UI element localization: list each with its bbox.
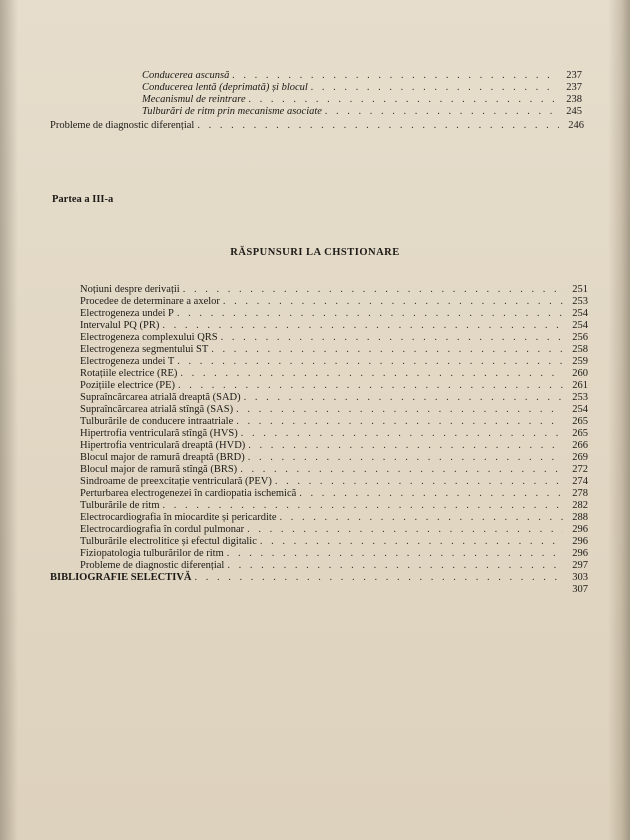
toc-entry-page: 296 xyxy=(572,536,588,547)
toc-leader-dots xyxy=(236,404,563,416)
toc-leader-dots xyxy=(248,452,563,464)
toc-entry-title: Probleme de diagnostic diferențial xyxy=(80,560,225,571)
toc-leader-dots xyxy=(325,106,557,118)
toc-entry-title: Hipertrofia ventriculară dreaptă (HVD) xyxy=(80,440,246,451)
toc-leader-dots xyxy=(240,464,563,476)
toc-entry-title: Rotațiile electrice (RE) xyxy=(80,368,178,379)
toc-entry-title: Supraîncărcarea atrială stîngă (SAS) xyxy=(80,404,234,415)
toc-entry-page: 266 xyxy=(572,440,588,451)
toc-leader-dots xyxy=(247,524,563,536)
toc-entry-page: 265 xyxy=(572,428,588,439)
toc-entry xyxy=(80,368,588,380)
page-edge-shadow xyxy=(608,0,630,840)
toc-entry-title: Conducerea lentă (deprimată) și blocul xyxy=(142,82,308,93)
section-heading: RĂSPUNSURI LA CHSTIONARE xyxy=(230,247,400,258)
toc-entry-title: Perturbarea electrogenezei în cardiopatia ischemică xyxy=(80,488,297,499)
toc-leader-dots xyxy=(180,368,563,380)
toc-entry xyxy=(50,120,584,132)
toc-entry-title: Electrocardiografia în miocardite și pericardite xyxy=(80,512,277,523)
toc-entry-title: Mecanismul de reintrare xyxy=(142,94,246,105)
toc-leader-dots xyxy=(236,416,563,428)
toc-entry-page: 237 xyxy=(566,82,582,93)
toc-entry-page: 246 xyxy=(568,120,584,131)
toc-entry-page: 260 xyxy=(572,368,588,379)
toc-entry-title: Pozițiile electrice (PE) xyxy=(80,380,176,391)
toc-entry-page: 274 xyxy=(572,476,588,487)
toc-entry-page: 261 xyxy=(572,380,588,391)
toc-final-page-number xyxy=(560,584,588,596)
toc-entry xyxy=(142,70,582,82)
toc-entry xyxy=(80,476,588,488)
toc-leader-dots xyxy=(183,284,563,296)
toc-leader-dots xyxy=(248,440,563,452)
toc-entry-page: 288 xyxy=(572,512,588,523)
toc-entry-title: Tulburările de conducere intraatriale xyxy=(80,416,234,427)
toc-entry-title: Electrogeneza complexului QRS xyxy=(80,332,218,343)
toc-entry xyxy=(80,440,588,452)
toc-entry xyxy=(80,344,588,356)
toc-entry-page: 282 xyxy=(572,500,588,511)
toc-entry-bibliography xyxy=(50,572,588,584)
toc-entry xyxy=(80,356,588,368)
toc-leader-dots xyxy=(211,344,563,356)
toc-entry-title: Electrocardiografia în cordul pulmonar xyxy=(80,524,245,535)
toc-entry-title: Tulburările de ritm xyxy=(80,500,160,511)
toc-leader-dots xyxy=(311,82,557,94)
toc-entry-page: 296 xyxy=(572,548,588,559)
toc-entry-title: Conducerea ascunsă xyxy=(142,70,230,81)
toc-leader-dots xyxy=(241,428,563,440)
toc-leader-dots xyxy=(249,94,557,106)
toc-entry-page: 238 xyxy=(566,94,582,105)
toc-entry xyxy=(80,500,588,512)
toc-entry-page: 254 xyxy=(572,404,588,415)
toc-leader-dots xyxy=(162,320,563,332)
page-gutter-shadow xyxy=(0,0,18,840)
toc-entry-title: Blocul major de ramură dreaptă (BRD) xyxy=(80,452,245,463)
toc-entry-page: 256 xyxy=(572,332,588,343)
toc-entry-title: Tulburările electrolitice și efectul digitalic xyxy=(80,536,257,547)
toc-leader-dots xyxy=(260,536,563,548)
toc-entry-title: BIBLIOGRAFIE SELECTIVĂ xyxy=(50,572,192,583)
toc-leader-dots xyxy=(244,392,563,404)
toc-entry-page: 297 xyxy=(572,560,588,571)
toc-entry-title: Electrogeneza undei T xyxy=(80,356,175,367)
toc-entry-title: Fiziopatologia tulburărilor de ritm xyxy=(80,548,224,559)
toc-entry xyxy=(80,452,588,464)
toc-entry xyxy=(80,308,588,320)
toc-entry-title: Electrogeneza undei P xyxy=(80,308,174,319)
toc-entry-page: 278 xyxy=(572,488,588,499)
part-heading: Partea a III-a xyxy=(52,194,114,205)
toc-leader-dots xyxy=(223,296,563,308)
toc-entry-title: Hipertrofia ventriculară stîngă (HVS) xyxy=(80,428,238,439)
toc-entry-title: Supraîncărcarea atrială dreaptă (SAD) xyxy=(80,392,241,403)
toc-entry xyxy=(80,380,588,392)
toc-entry xyxy=(80,392,588,404)
toc-entry-page: 254 xyxy=(572,308,588,319)
toc-entry-title: Electrogeneza segmentului ST xyxy=(80,344,209,355)
toc-entry xyxy=(80,464,588,476)
toc-entry-page: 245 xyxy=(566,106,582,117)
toc-leader-dots xyxy=(275,476,563,488)
toc-entry-title: Probleme de diagnostic diferențial xyxy=(50,120,195,131)
toc-entry-title: Tulburări de ritm prin mecanisme asociate xyxy=(142,106,322,117)
toc-entry-page: 296 xyxy=(572,524,588,535)
toc-leader-dots xyxy=(232,70,557,82)
toc-leader-dots xyxy=(227,560,563,572)
toc-entry-page: 251 xyxy=(572,284,588,295)
toc-entry xyxy=(142,94,582,106)
toc-leader-dots xyxy=(163,500,563,512)
toc-leader-dots xyxy=(177,356,563,368)
toc-entry-page: 253 xyxy=(572,392,588,403)
toc-entry-page: 265 xyxy=(572,416,588,427)
toc-entry-title: Procedee de determinare a axelor xyxy=(80,296,220,307)
toc-entry-title: Intervalul PQ (PR) xyxy=(80,320,160,331)
toc-entry xyxy=(142,106,582,118)
toc-entry-page: 269 xyxy=(572,452,588,463)
toc-entry xyxy=(80,428,588,440)
toc-entry xyxy=(80,548,588,560)
toc-entry-title: Blocul major de ramură stîngă (BRS) xyxy=(80,464,238,475)
toc-leader-dots xyxy=(195,572,564,584)
toc-leader-dots xyxy=(177,308,563,320)
toc-entry xyxy=(142,82,582,94)
toc-entry xyxy=(80,560,588,572)
toc-leader-dots xyxy=(299,488,563,500)
toc-entry xyxy=(80,284,588,296)
toc-entry-page: 259 xyxy=(572,356,588,367)
toc-entry xyxy=(80,320,588,332)
toc-entry-title: Noțiuni despre derivații xyxy=(80,284,180,295)
toc-entry-title: Sindroame de preexcitație ventriculară (PEV) xyxy=(80,476,272,487)
toc-leader-dots xyxy=(221,332,563,344)
toc-leader-dots xyxy=(227,548,563,560)
toc-entry-page: 258 xyxy=(572,344,588,355)
toc-entry xyxy=(80,404,588,416)
toc-leader-dots xyxy=(197,120,559,132)
toc-entry xyxy=(80,524,588,536)
toc-entry-page: 237 xyxy=(566,70,582,81)
toc-entry xyxy=(80,416,588,428)
toc-entry xyxy=(80,488,588,500)
toc-leader-dots xyxy=(178,380,563,392)
toc-entry xyxy=(80,512,588,524)
toc-leader-dots xyxy=(280,512,564,524)
toc-entry-page: 307 xyxy=(572,584,588,595)
toc-entry xyxy=(80,296,588,308)
toc-entry xyxy=(80,536,588,548)
toc-entry-page: 272 xyxy=(572,464,588,475)
toc-entry-page: 254 xyxy=(572,320,588,331)
toc-entry xyxy=(80,332,588,344)
toc-entry-page: 253 xyxy=(572,296,588,307)
toc-entry-page: 303 xyxy=(572,572,588,583)
